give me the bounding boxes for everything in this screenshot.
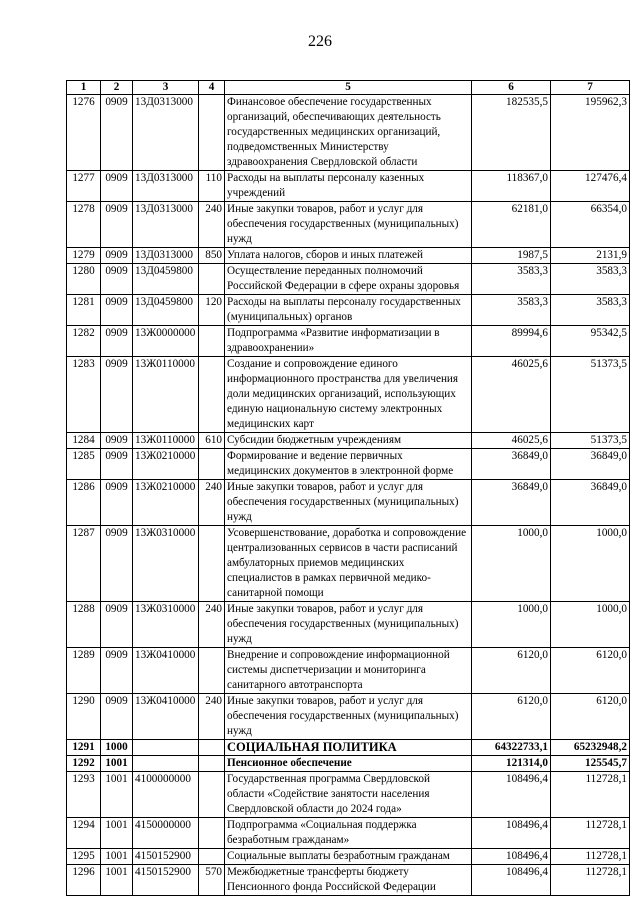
section-code-cell: 0909 bbox=[101, 602, 133, 648]
table-row bbox=[67, 865, 630, 896]
column-header: 2 bbox=[101, 81, 133, 95]
amount-year2-cell: 125545,7 bbox=[551, 756, 630, 772]
row-number-cell: 1276 bbox=[67, 95, 101, 171]
row-number-cell: 1287 bbox=[67, 526, 101, 602]
section-code-cell: 0909 bbox=[101, 202, 133, 248]
amount-year1-cell: 3583,3 bbox=[472, 295, 551, 326]
table-row bbox=[67, 433, 630, 449]
row-number-cell: 1277 bbox=[67, 171, 101, 202]
row-number-cell: 1279 bbox=[67, 248, 101, 264]
row-number-cell: 1292 bbox=[67, 756, 101, 772]
amount-year2-cell: 65232948,2 bbox=[551, 740, 630, 756]
section-code-cell: 0909 bbox=[101, 357, 133, 433]
description-cell: Межбюджетные трансферты бюджету Пенсионного фонда Российской Федерации bbox=[225, 865, 472, 896]
amount-year1-cell: 1000,0 bbox=[472, 602, 551, 648]
section-code-cell: 0909 bbox=[101, 95, 133, 171]
expense-type-cell: 120 bbox=[199, 295, 225, 326]
table-row bbox=[67, 756, 630, 772]
row-number-cell: 1288 bbox=[67, 602, 101, 648]
table-row bbox=[67, 480, 630, 526]
row-number-cell: 1293 bbox=[67, 772, 101, 818]
description-cell: Расходы на выплаты персоналу государственных (муниципальных) органов bbox=[225, 295, 472, 326]
table-row bbox=[67, 648, 630, 694]
expense-type-cell bbox=[199, 264, 225, 295]
section-code-cell: 0909 bbox=[101, 433, 133, 449]
table-row bbox=[67, 357, 630, 433]
section-code-cell: 1001 bbox=[101, 818, 133, 849]
target-code-cell: 4150000000 bbox=[133, 818, 199, 849]
description-cell: Иные закупки товаров, работ и услуг для обеспечения государственных (муниципальных) нужд bbox=[225, 694, 472, 740]
row-number-cell: 1295 bbox=[67, 849, 101, 865]
amount-year1-cell: 108496,4 bbox=[472, 865, 551, 896]
column-header: 4 bbox=[199, 81, 225, 95]
amount-year1-cell: 108496,4 bbox=[472, 772, 551, 818]
target-code-cell: 13Ж0310000 bbox=[133, 526, 199, 602]
row-number-cell: 1280 bbox=[67, 264, 101, 295]
amount-year1-cell: 62181,0 bbox=[472, 202, 551, 248]
target-code-cell: 13Ж0310000 bbox=[133, 602, 199, 648]
page-number: 226 bbox=[308, 33, 332, 50]
amount-year1-cell: 108496,4 bbox=[472, 818, 551, 849]
amount-year1-cell: 64322733,1 bbox=[472, 740, 551, 756]
table-row bbox=[67, 264, 630, 295]
section-code-cell: 1001 bbox=[101, 849, 133, 865]
amount-year1-cell: 182535,5 bbox=[472, 95, 551, 171]
amount-year2-cell: 36849,0 bbox=[551, 449, 630, 480]
table-row bbox=[67, 202, 630, 248]
section-code-cell: 0909 bbox=[101, 480, 133, 526]
table-row bbox=[67, 694, 630, 740]
amount-year1-cell: 1000,0 bbox=[472, 526, 551, 602]
amount-year2-cell: 127476,4 bbox=[551, 171, 630, 202]
expense-type-cell bbox=[199, 326, 225, 357]
target-code-cell: 13Ж0000000 bbox=[133, 326, 199, 357]
expense-type-cell: 110 bbox=[199, 171, 225, 202]
expense-type-cell bbox=[199, 449, 225, 480]
row-number-cell: 1285 bbox=[67, 449, 101, 480]
target-code-cell: 13Ж0210000 bbox=[133, 449, 199, 480]
table-body bbox=[67, 95, 630, 896]
amount-year1-cell: 121314,0 bbox=[472, 756, 551, 772]
description-cell: Усовершенствование, доработка и сопровождение централизованных сервисов в части расписаний амбулаторных приемов медицинских специалистов в рамках первичной медико-санитарной помощи bbox=[225, 526, 472, 602]
amount-year2-cell: 51373,5 bbox=[551, 433, 630, 449]
section-code-cell: 0909 bbox=[101, 264, 133, 295]
column-header: 7 bbox=[551, 81, 630, 95]
section-code-cell: 1001 bbox=[101, 772, 133, 818]
section-code-cell: 0909 bbox=[101, 648, 133, 694]
expense-type-cell bbox=[199, 526, 225, 602]
table-row bbox=[67, 248, 630, 264]
row-number-cell: 1290 bbox=[67, 694, 101, 740]
description-cell: Создание и сопровождение единого информационного пространства для увеличения доли медицинских организаций, использующих единую национальную систему электронных медицинских карт bbox=[225, 357, 472, 433]
amount-year1-cell: 118367,0 bbox=[472, 171, 551, 202]
section-code-cell: 0909 bbox=[101, 295, 133, 326]
table-row bbox=[67, 295, 630, 326]
table-row bbox=[67, 95, 630, 171]
table-row bbox=[67, 171, 630, 202]
description-cell: Иные закупки товаров, работ и услуг для обеспечения государственных (муниципальных) нужд bbox=[225, 480, 472, 526]
row-number-cell: 1283 bbox=[67, 357, 101, 433]
table-row bbox=[67, 602, 630, 648]
description-cell: Финансовое обеспечение государственных организаций, обеспечивающих деятельность государственных медицинских организаций, подведомственных Министерству здравоохранения Свердловской области bbox=[225, 95, 472, 171]
row-number-cell: 1284 bbox=[67, 433, 101, 449]
description-cell: Уплата налогов, сборов и иных платежей bbox=[225, 248, 472, 264]
target-code-cell: 13Ж0110000 bbox=[133, 357, 199, 433]
target-code-cell: 13Ж0110000 bbox=[133, 433, 199, 449]
expense-type-cell: 850 bbox=[199, 248, 225, 264]
budget-table bbox=[66, 80, 630, 896]
column-header: 1 bbox=[67, 81, 101, 95]
description-cell: Субсидии бюджетным учреждениям bbox=[225, 433, 472, 449]
expense-type-cell bbox=[199, 648, 225, 694]
amount-year2-cell: 6120,0 bbox=[551, 694, 630, 740]
description-cell: Государственная программа Свердловской области «Содействие занятости населения Свердловской области до 2024 года» bbox=[225, 772, 472, 818]
expense-type-cell bbox=[199, 95, 225, 171]
target-code-cell bbox=[133, 756, 199, 772]
table-row bbox=[67, 449, 630, 480]
amount-year2-cell: 195962,3 bbox=[551, 95, 630, 171]
expense-type-cell: 610 bbox=[199, 433, 225, 449]
amount-year2-cell: 3583,3 bbox=[551, 295, 630, 326]
target-code-cell: 4150152900 bbox=[133, 849, 199, 865]
amount-year1-cell: 46025,6 bbox=[472, 433, 551, 449]
table-row bbox=[67, 849, 630, 865]
description-cell: СОЦИАЛЬНАЯ ПОЛИТИКА bbox=[225, 740, 472, 756]
amount-year1-cell: 108496,4 bbox=[472, 849, 551, 865]
description-cell: Пенсионное обеспечение bbox=[225, 756, 472, 772]
amount-year1-cell: 36849,0 bbox=[472, 480, 551, 526]
amount-year2-cell: 36849,0 bbox=[551, 480, 630, 526]
section-code-cell: 0909 bbox=[101, 248, 133, 264]
expense-type-cell bbox=[199, 756, 225, 772]
section-code-cell: 0909 bbox=[101, 694, 133, 740]
row-number-cell: 1286 bbox=[67, 480, 101, 526]
expense-type-cell: 240 bbox=[199, 480, 225, 526]
description-cell: Социальные выплаты безработным гражданам bbox=[225, 849, 472, 865]
description-cell: Иные закупки товаров, работ и услуг для обеспечения государственных (муниципальных) нужд bbox=[225, 602, 472, 648]
expense-type-cell bbox=[199, 740, 225, 756]
amount-year2-cell: 112728,1 bbox=[551, 849, 630, 865]
section-code-cell: 1000 bbox=[101, 740, 133, 756]
section-code-cell: 0909 bbox=[101, 526, 133, 602]
target-code-cell: 13Д0313000 bbox=[133, 171, 199, 202]
amount-year2-cell: 2131,9 bbox=[551, 248, 630, 264]
amount-year2-cell: 1000,0 bbox=[551, 602, 630, 648]
description-cell: Внедрение и сопровождение информационной системы диспетчеризации и мониторинга санитарного автотранспорта bbox=[225, 648, 472, 694]
amount-year2-cell: 112728,1 bbox=[551, 772, 630, 818]
description-cell: Подпрограмма «Развитие информатизации в здравоохранении» bbox=[225, 326, 472, 357]
target-code-cell: 13Ж0410000 bbox=[133, 648, 199, 694]
target-code-cell bbox=[133, 740, 199, 756]
expense-type-cell bbox=[199, 818, 225, 849]
row-number-cell: 1291 bbox=[67, 740, 101, 756]
target-code-cell: 13Д0459800 bbox=[133, 295, 199, 326]
amount-year1-cell: 3583,3 bbox=[472, 264, 551, 295]
column-header: 3 bbox=[133, 81, 199, 95]
description-cell: Иные закупки товаров, работ и услуг для обеспечения государственных (муниципальных) нужд bbox=[225, 202, 472, 248]
target-code-cell: 13Д0313000 bbox=[133, 248, 199, 264]
amount-year1-cell: 6120,0 bbox=[472, 694, 551, 740]
target-code-cell: 13Д0313000 bbox=[133, 95, 199, 171]
section-code-cell: 1001 bbox=[101, 865, 133, 896]
expense-type-cell: 570 bbox=[199, 865, 225, 896]
amount-year2-cell: 3583,3 bbox=[551, 264, 630, 295]
expense-type-cell: 240 bbox=[199, 694, 225, 740]
table-row bbox=[67, 818, 630, 849]
target-code-cell: 13Ж0210000 bbox=[133, 480, 199, 526]
row-number-cell: 1294 bbox=[67, 818, 101, 849]
target-code-cell: 4100000000 bbox=[133, 772, 199, 818]
target-code-cell: 13Ж0410000 bbox=[133, 694, 199, 740]
section-code-cell: 1001 bbox=[101, 756, 133, 772]
section-code-cell: 0909 bbox=[101, 171, 133, 202]
amount-year2-cell: 1000,0 bbox=[551, 526, 630, 602]
target-code-cell: 13Д0313000 bbox=[133, 202, 199, 248]
table-header-row bbox=[67, 81, 630, 95]
column-header: 5 bbox=[225, 81, 472, 95]
description-cell: Формирование и ведение первичных медицинских документов в электронной форме bbox=[225, 449, 472, 480]
column-header: 6 bbox=[472, 81, 551, 95]
target-code-cell: 4150152900 bbox=[133, 865, 199, 896]
amount-year2-cell: 95342,5 bbox=[551, 326, 630, 357]
description-cell: Подпрограмма «Социальная поддержка безработным гражданам» bbox=[225, 818, 472, 849]
section-code-cell: 0909 bbox=[101, 326, 133, 357]
expense-type-cell bbox=[199, 772, 225, 818]
amount-year1-cell: 1987,5 bbox=[472, 248, 551, 264]
amount-year2-cell: 51373,5 bbox=[551, 357, 630, 433]
amount-year1-cell: 36849,0 bbox=[472, 449, 551, 480]
amount-year2-cell: 66354,0 bbox=[551, 202, 630, 248]
amount-year1-cell: 6120,0 bbox=[472, 648, 551, 694]
expense-type-cell: 240 bbox=[199, 202, 225, 248]
amount-year1-cell: 89994,6 bbox=[472, 326, 551, 357]
row-number-cell: 1282 bbox=[67, 326, 101, 357]
row-number-cell: 1296 bbox=[67, 865, 101, 896]
table-row bbox=[67, 772, 630, 818]
table-row bbox=[67, 326, 630, 357]
amount-year2-cell: 112728,1 bbox=[551, 818, 630, 849]
row-number-cell: 1281 bbox=[67, 295, 101, 326]
expense-type-cell: 240 bbox=[199, 602, 225, 648]
description-cell: Осуществление переданных полномочий Российской Федерации в сфере охраны здоровья bbox=[225, 264, 472, 295]
row-number-cell: 1289 bbox=[67, 648, 101, 694]
amount-year1-cell: 46025,6 bbox=[472, 357, 551, 433]
row-number-cell: 1278 bbox=[67, 202, 101, 248]
table-row bbox=[67, 740, 630, 756]
target-code-cell: 13Д0459800 bbox=[133, 264, 199, 295]
expense-type-cell bbox=[199, 849, 225, 865]
section-code-cell: 0909 bbox=[101, 449, 133, 480]
description-cell: Расходы на выплаты персоналу казенных учреждений bbox=[225, 171, 472, 202]
expense-type-cell bbox=[199, 357, 225, 433]
table-row bbox=[67, 526, 630, 602]
amount-year2-cell: 112728,1 bbox=[551, 865, 630, 896]
amount-year2-cell: 6120,0 bbox=[551, 648, 630, 694]
